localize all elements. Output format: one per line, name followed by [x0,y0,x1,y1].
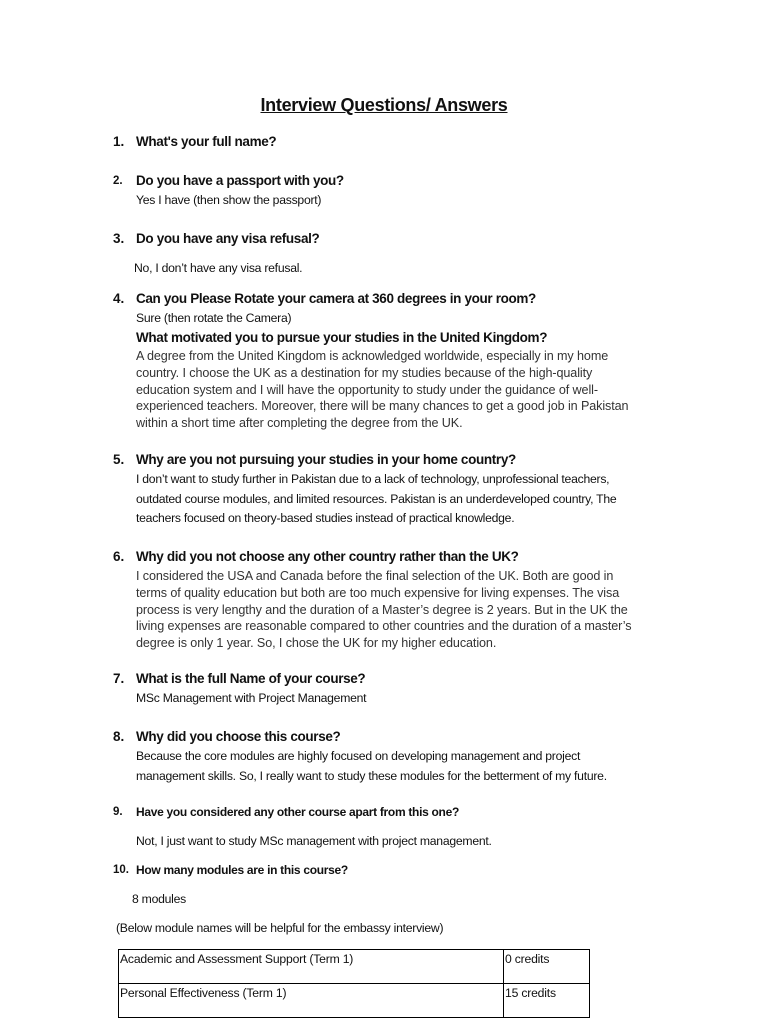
answer-text: MSc Management with Project Management [136,691,367,705]
answer-line: education system and I will have the opportunity to study under the guidance of well- [136,382,598,397]
module-credits-cell: 15 credits [504,984,590,1018]
question-text: Can you Please Rotate your camera at 360 degrees in your room? [136,291,536,306]
question-text: Why did you not choose any other country rather than the UK? [136,549,519,564]
answer-line: management skills. So, I really want to study these modules for the betterment of my future. [136,768,607,783]
question-number: 1. [113,134,125,149]
question-text: Why are you not pursuing your studies in your home country? [136,452,516,467]
question-number: 4. [113,291,125,306]
answer-paragraph [136,747,676,786]
answer-text: Not, I just want to study MSc management with project management. [136,834,492,848]
answer-line: I considered the USA and Canada before the final selection of the UK. Both are good in [136,569,614,583]
question-text: Why did you choose this course? [136,729,341,744]
question-text: What motivated you to pursue your studies in the United Kingdom? [136,330,548,345]
question-number: 7. [113,671,125,686]
modules-table [118,949,590,1018]
answer-line: degree is only 1 year. So, I chose the UK for my higher education. [136,636,497,651]
answer-text: No, I don’t have any visa refusal. [134,261,303,275]
answer-line: A degree from the United Kingdom is acknowledged worldwide, especially in my home [136,349,609,363]
answer-text: Sure (then rotate the Camera) [136,311,292,325]
question-text: Do you have a passport with you? [136,173,344,188]
answer-line: country. I choose the UK as a destination for my studies because of the high-quality [136,365,593,380]
page-title: Interview Questions/ Answers [260,95,508,115]
question-text: Have you considered any other course apart from this one? [136,805,459,819]
module-credits-cell: 0 credits [504,950,590,984]
table-row [119,950,590,984]
answer-line: outdated course modules, and limited resources. Pakistan is an underdeveloped country, The [136,491,617,506]
answer-line: terms of quality education but both are too much expensive for living expenses. The visa [136,585,620,600]
question-number: 9. [113,806,123,818]
module-name-cell: Academic and Assessment Support (Term 1) [119,950,504,984]
question-number: 8. [113,729,125,744]
answer-line: I don’t want to study further in Pakistan due to a lack of technology, unprofessional teachers, [136,472,610,486]
question-text: What is the full Name of your course? [136,671,366,686]
answer-paragraph [136,470,676,529]
answer-line: within a short time after completing the degree from the UK. [136,416,463,431]
answer-paragraph [136,568,666,652]
module-note: (Below module names will be helpful for the embassy interview) [116,921,444,935]
answer-text: 8 modules [132,892,186,906]
answer-line: process is very lengthy and the duration of a Master’s degree is 2 years. But in the UK the [136,602,628,617]
table-row [119,984,590,1018]
question-number: 3. [113,231,125,246]
question-text: Do you have any visa refusal? [136,231,320,246]
answer-paragraph [136,348,666,432]
answer-text: Yes I have (then show the passport) [136,193,322,207]
question-text: What's your full name? [136,134,277,149]
question-number: 5. [113,452,125,467]
answer-line: Because the core modules are highly focused on developing management and project [136,749,581,763]
answer-line: teachers focused on theory-based studies instead of practical knowledge. [136,511,515,525]
question-number: 10. [113,864,129,876]
question-text: How many modules are in this course? [136,863,348,877]
question-number: 6. [113,549,125,564]
module-name-cell: Personal Effectiveness (Term 1) [119,984,504,1018]
question-number: 2. [113,175,123,187]
answer-line: experienced teachers. Moreover, there will be many chances to get a good job in Pakistan [136,399,629,414]
answer-line: living expenses are reasonable compared to other countries and the duration of a master’s [136,619,632,634]
